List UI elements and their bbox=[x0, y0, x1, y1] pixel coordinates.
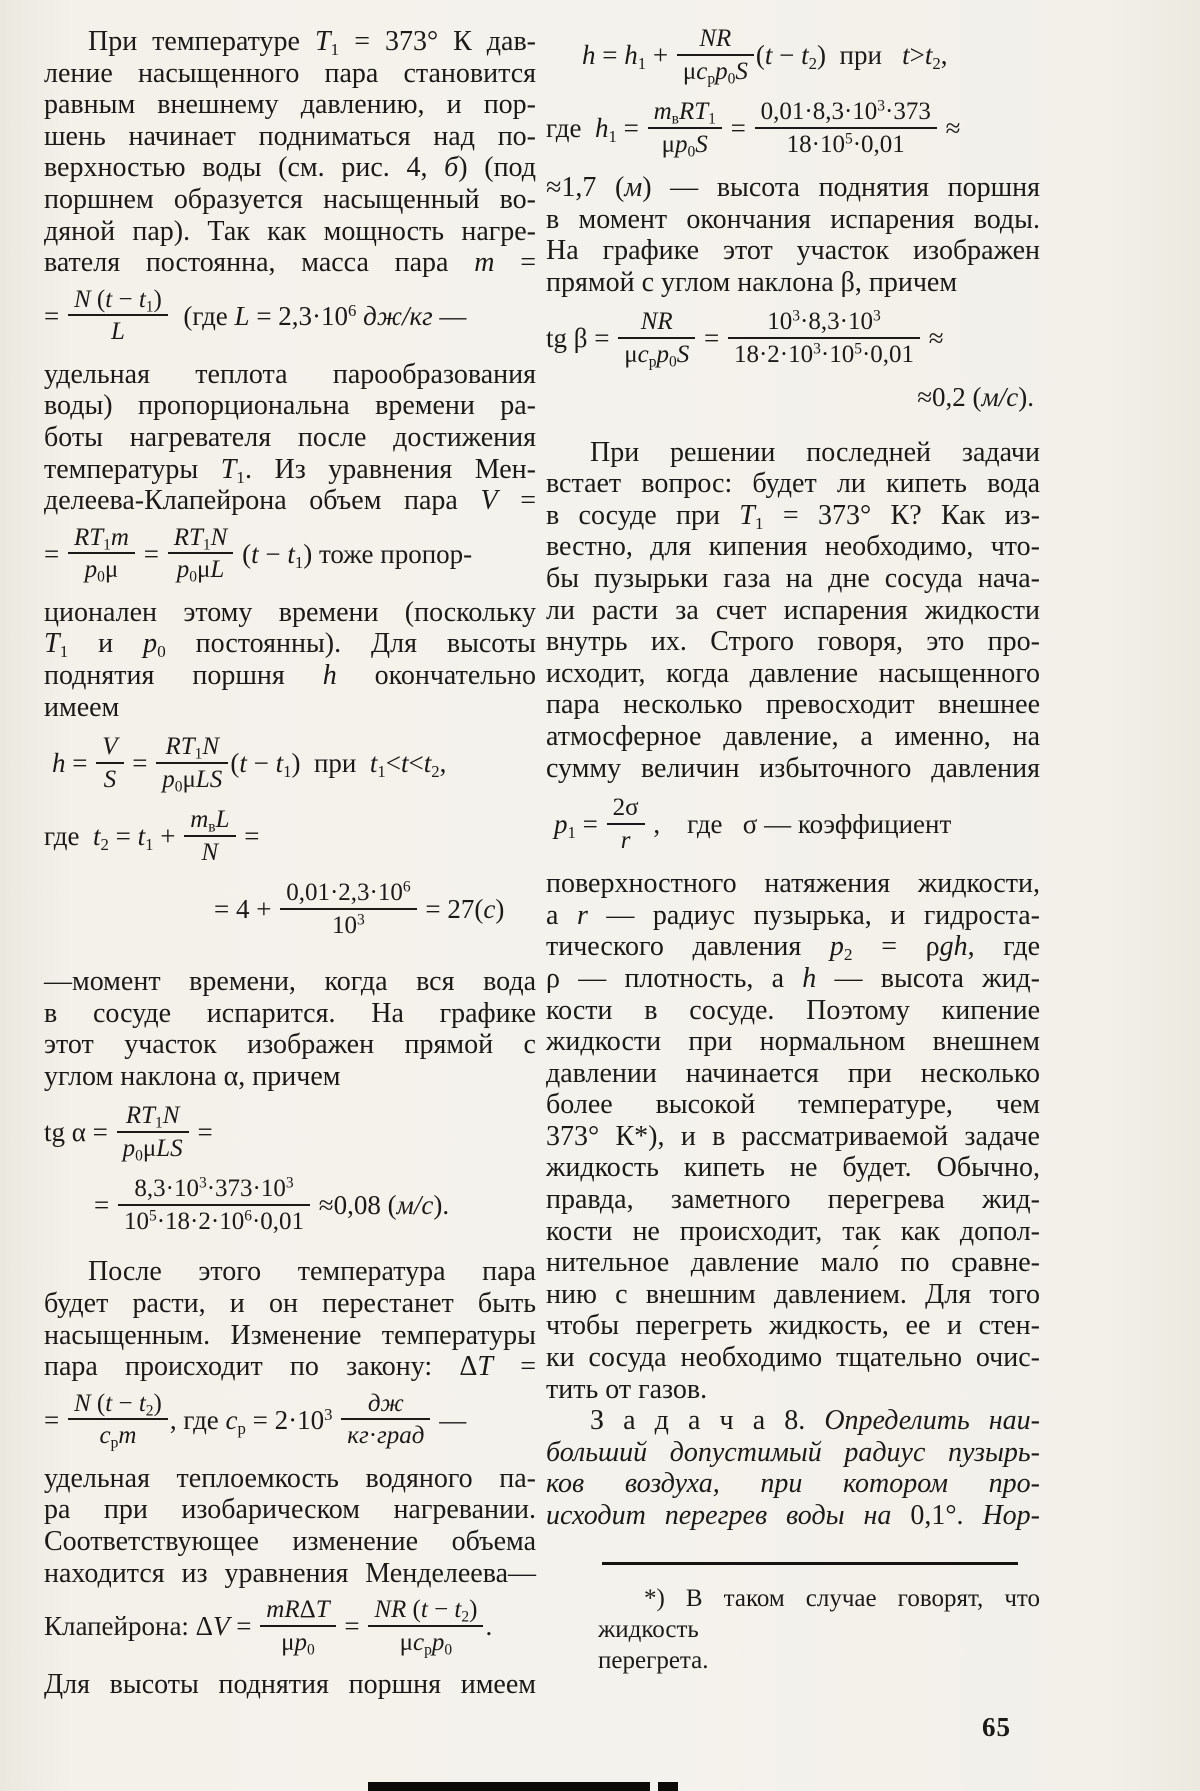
text-line: равным внешнему давлению, и пор- bbox=[44, 89, 536, 121]
text-line: пара несколько превосходит внешнее bbox=[546, 689, 1040, 721]
formula-t2-definition: где $t_2 = t_1$ + $\frac{m_вL}{N}$ = bbox=[44, 806, 260, 866]
text-line: внутрь их. Строго говоря, это про- bbox=[546, 626, 1040, 658]
paragraph-boiling-question bbox=[546, 437, 1040, 785]
right-column bbox=[546, 26, 1040, 1676]
text-line: вателя постоянна, масса пара m = bbox=[44, 247, 536, 279]
text-line: нию с внешним давлением. Для того bbox=[546, 1278, 1040, 1310]
text-line: боты нагревателя после достижения bbox=[44, 421, 536, 453]
fraction: $\frac{V}{S}$ bbox=[96, 733, 123, 793]
formula-vapor-mass: = $\frac{N (t - t_1)}{L}$ (где $L = 2,3\cdot 10^6$ дж/кг — bbox=[44, 285, 467, 346]
text-line: ра при изобарическом нагревании. bbox=[44, 1494, 536, 1526]
text-line: поверхностного натяжения жидкости, bbox=[546, 868, 1040, 900]
formula-tg-beta: tg β = $\frac{NR}{\mu c_pp_0S}$ = $\frac{10^3\cdot 8,3\cdot 10^3}{18\cdot 2\cdot 10^3\cdot 10^5\cdot 0,01}$ ≈ bbox=[546, 307, 944, 371]
text-line: насыщенным. Изменение температуры bbox=[44, 1319, 536, 1351]
text-line: З а д а ч а 8. Определить наи- bbox=[590, 1405, 1040, 1437]
text-line: ли расти за счет испарения жидкости bbox=[546, 594, 1040, 626]
text-line: верхностью воды (см. рис. 4, б) (под bbox=[44, 152, 536, 184]
paragraph-latent-heat bbox=[44, 359, 536, 517]
formula-t2-value: = 4 + $\frac{0,01\cdot 2,3\cdot 10^6}{10^3}$ = 27(c) bbox=[214, 878, 505, 939]
fraction: $\frac{2\sigma}{r}$ bbox=[607, 794, 645, 854]
text-line: При решении последней задачи bbox=[590, 436, 1040, 468]
text-line: кости в сосуде. Поэтому кипение bbox=[546, 994, 1040, 1026]
fraction: $\frac{\text{mRΔT}}{\mu p_0}$ bbox=[260, 1596, 335, 1656]
text-line: удельная теплота парообразования bbox=[44, 358, 536, 390]
text-line: ки сосуда необходимо тщательно очис- bbox=[546, 1342, 1040, 1374]
text-line: правда, заметного перегрева жид- bbox=[546, 1184, 1040, 1216]
text-line: в момент окончания испарения воды. bbox=[546, 203, 1040, 235]
text-line: кости не происходит, так как допол- bbox=[546, 1215, 1040, 1247]
text-line: поршнем образуется насыщенный во- bbox=[44, 183, 536, 215]
text-line: Соответствующее изменение объема bbox=[44, 1526, 536, 1558]
text-line: чтобы перегреть жидкость, ее и стен- bbox=[546, 1310, 1040, 1342]
text-line: исходит, когда давление насыщенного bbox=[546, 657, 1040, 689]
fraction: $\frac{m_вRT_1}{\mu p_0S}$ bbox=[648, 98, 722, 158]
fraction: $\frac{10^3\cdot 8,3\cdot 10^3}{18\cdot 2\cdot 10^3\cdot 10^5\cdot 0,01}$ bbox=[728, 308, 920, 368]
paragraph-after-evaporation bbox=[44, 1256, 536, 1382]
formula-tg-beta-value: ≈0,2 (м/с). bbox=[917, 382, 1034, 413]
text-line: ков воздуха, при котором про- bbox=[546, 1468, 1040, 1500]
text-line: *) В таком случае говорят, что жидкость bbox=[598, 1584, 1040, 1643]
fraction: $\frac{8,3\cdot 10^3\cdot 373\cdot 10^3}{10^5\cdot 18\cdot 2\cdot 10^6\cdot 0,01}$ bbox=[118, 1175, 310, 1235]
text-line: а r — радиус пузырька, и гидроста- bbox=[546, 899, 1040, 931]
text-line: ционален этому времени (поскольку bbox=[44, 596, 536, 628]
text-line: Для высоты поднятия поршня имеем bbox=[44, 1669, 536, 1701]
fraction: $\frac{RT_1N}{p_0\mu L}$ bbox=[168, 524, 234, 584]
fraction: $\frac{RT_1m}{p_0\mu}$ bbox=[68, 524, 135, 584]
text-line: шень начинает подниматься над по- bbox=[44, 120, 536, 152]
text-line: ление насыщенного пара становится bbox=[44, 57, 536, 89]
scan-artifact-bar-small bbox=[658, 1782, 678, 1791]
text-line: давлении начинается при несколько bbox=[546, 1057, 1040, 1089]
text-line: жидкости при нормальном внешнем bbox=[546, 1026, 1040, 1058]
fraction: $\frac{RT_1N}{p_0\mu LS}$ bbox=[156, 733, 228, 793]
text-line: находится из уравнения Менделеева— bbox=[44, 1557, 536, 1589]
fraction: $\frac{NR (t - t_2)}{\mu c_pp_0}$ bbox=[368, 1596, 483, 1656]
text-line: в сосуде при $T_1 = 373^\circ$ К? Как из- bbox=[546, 499, 1040, 533]
footnote-rule bbox=[602, 1562, 1018, 1565]
text-line: На графике этот участок изображен bbox=[546, 235, 1040, 267]
text-line: После этого температура пара bbox=[88, 1256, 536, 1288]
footnote bbox=[546, 1583, 1040, 1676]
fraction: $\frac{NR}{\mu c_pp_0S}$ bbox=[618, 308, 695, 368]
formula-delta-v: Клапейрона: ΔV = $\frac{\text{mRΔT}}{\mu p_0}$ = $\frac{NR (t - t_2)}{\mu c_pp_0}$ . bbox=[44, 1596, 493, 1659]
formula-delta-t: = $\frac{N (t - t_2)}{c_pm}$ , где $c_p = 2\cdot 10^3$ $\frac{дж}{\text{кг·град}}$ — bbox=[44, 1389, 467, 1452]
formula-h1: где $h_1$ = $\frac{m_вRT_1}{\mu p_0S}$ = $\frac{0,01\cdot 8,3\cdot 10^3\cdot 373}{18\cdot 10^5\cdot 0,01}$ ≈ bbox=[546, 97, 961, 160]
text-line: встает вопрос: будет ли кипеть вода bbox=[546, 468, 1040, 500]
fraction: $\frac{0,01\cdot 2,3\cdot 10^6}{10^3}$ bbox=[280, 879, 416, 939]
text-line: атмосферное давление, а именно, на bbox=[546, 720, 1040, 752]
text-line: пара происходит по закону: ΔT = bbox=[44, 1351, 536, 1383]
text-line: больший допустимый радиус пузырь- bbox=[546, 1436, 1040, 1468]
formula-piston-height-1: h = $\frac{V}{S}$ = $\frac{RT_1N}{p_0\mu LS}$ $(t - t_1)$ при $t_1<t<t_2$, bbox=[52, 733, 447, 795]
text-line: имеем bbox=[44, 691, 120, 723]
text-line: удельная теплоемкость водяного па- bbox=[44, 1462, 536, 1494]
text-line: ≈1,7 (м) — высота поднятия поршня bbox=[546, 172, 1040, 203]
fraction: $\frac{m_вL}{N}$ bbox=[184, 806, 235, 866]
text-line: $T_1$ и $p_0$ постоянны). Для высоты bbox=[44, 628, 536, 662]
paragraph-height-lead bbox=[44, 1669, 536, 1701]
text-line: бы пузырьки газа на дне сосуда нача- bbox=[546, 562, 1040, 594]
paragraph-proportional bbox=[44, 597, 536, 723]
text-line: ρ — плотность, а h — высота жид- bbox=[546, 962, 1041, 994]
fraction: $\frac{RT_1N}{p_0\mu LS}$ bbox=[117, 1102, 189, 1162]
paragraph-heat-capacity bbox=[44, 1463, 536, 1589]
text-line: воды) пропорциональна времени ра- bbox=[44, 390, 536, 422]
text-line: жидкость кипеть не будет. Обычно, bbox=[546, 1152, 1040, 1184]
text-line: вестно, для кипения необходимо, что- bbox=[546, 531, 1040, 563]
paragraph-task-8 bbox=[546, 1405, 1040, 1531]
fraction: $\frac{N (t - t_2)}{c_pm}$ bbox=[68, 1390, 168, 1450]
text-line: поднятия поршня h окончательно bbox=[44, 659, 536, 691]
text-line: температуры $T_1$. Из уравнения Мен- bbox=[44, 453, 536, 487]
page-number: 65 bbox=[982, 1712, 1011, 1742]
formula-vapor-volume: = $\frac{RT_1m}{p_0\mu}$ = $\frac{RT_1N}{p_0\mu L}$ $(t - t_1)$ тоже пропор- bbox=[44, 523, 473, 586]
formula-tg-alpha-value: = $\frac{8,3\cdot 10^3\cdot 373\cdot 10^3}{10^5\cdot 18\cdot 2\cdot 10^6\cdot 0,01}$ ≈0,08 (м/с). bbox=[94, 1174, 450, 1235]
fraction: $\frac{N (t - t_1)}{L}$ bbox=[68, 286, 168, 346]
paragraph-intro bbox=[44, 26, 536, 279]
text-line: исходит перегрев воды на 0,1°. Нор- bbox=[546, 1500, 1040, 1532]
text-line: этот участок изображен прямой с bbox=[44, 1029, 536, 1061]
formula-excess-pressure: $p_1$ = $\frac{2\sigma}{r}$ , где σ — коэффициент bbox=[554, 794, 952, 854]
text-line: более высокой температуре, чем bbox=[546, 1089, 1040, 1121]
text-line: делеева-Клапейрона объем пара V = bbox=[44, 485, 536, 517]
paragraph-height-result bbox=[546, 172, 1040, 298]
text-line: углом наклона α, причем bbox=[44, 1060, 341, 1092]
text-line: тить от газов. bbox=[546, 1373, 708, 1405]
text-line: прямой с углом наклона β, причем bbox=[546, 266, 958, 298]
text-line: 373° К*), и в рассматриваемой задаче bbox=[546, 1120, 1040, 1152]
paragraph-surface-tension bbox=[546, 868, 1040, 1405]
formula-tg-alpha: tg α = $\frac{RT_1N}{p_0\mu LS}$ = bbox=[44, 1102, 213, 1165]
paragraph-moment bbox=[44, 966, 536, 1092]
fraction: $\frac{дж}{\text{кг·град}}$ bbox=[341, 1390, 430, 1450]
text-line: перегрета. bbox=[598, 1646, 709, 1674]
text-line: тического давления $p_2 = \rho gh$, где bbox=[546, 931, 1041, 965]
text-line: в сосуде испарится. На графике bbox=[44, 997, 536, 1029]
fraction: $\frac{0,01\cdot 8,3\cdot 10^3\cdot 373}{18\cdot 10^5\cdot 0,01}$ bbox=[755, 98, 937, 158]
formula-piston-height-2: $h = h_1$ + $\frac{NR}{\mu c_pp_0S}$ $(t - t_2)$ при $t>t_2$, bbox=[582, 25, 948, 87]
text-line: сумму величин избыточного давления bbox=[546, 752, 1040, 784]
text-line: нительное давление мало́ по сравне- bbox=[546, 1247, 1040, 1279]
text-line: дяной пар). Так как мощность нагре- bbox=[44, 215, 536, 247]
text-line: будет расти, и он перестанет быть bbox=[44, 1288, 536, 1320]
text-line: При температуре $T_1 = 373^\circ$ К дав- bbox=[88, 26, 536, 59]
text-line: —момент времени, когда вся вода bbox=[44, 966, 536, 998]
scan-artifact-bar bbox=[368, 1782, 650, 1791]
left-column bbox=[44, 26, 536, 1701]
fraction: $\frac{NR}{\mu c_pp_0S}$ bbox=[677, 25, 754, 85]
